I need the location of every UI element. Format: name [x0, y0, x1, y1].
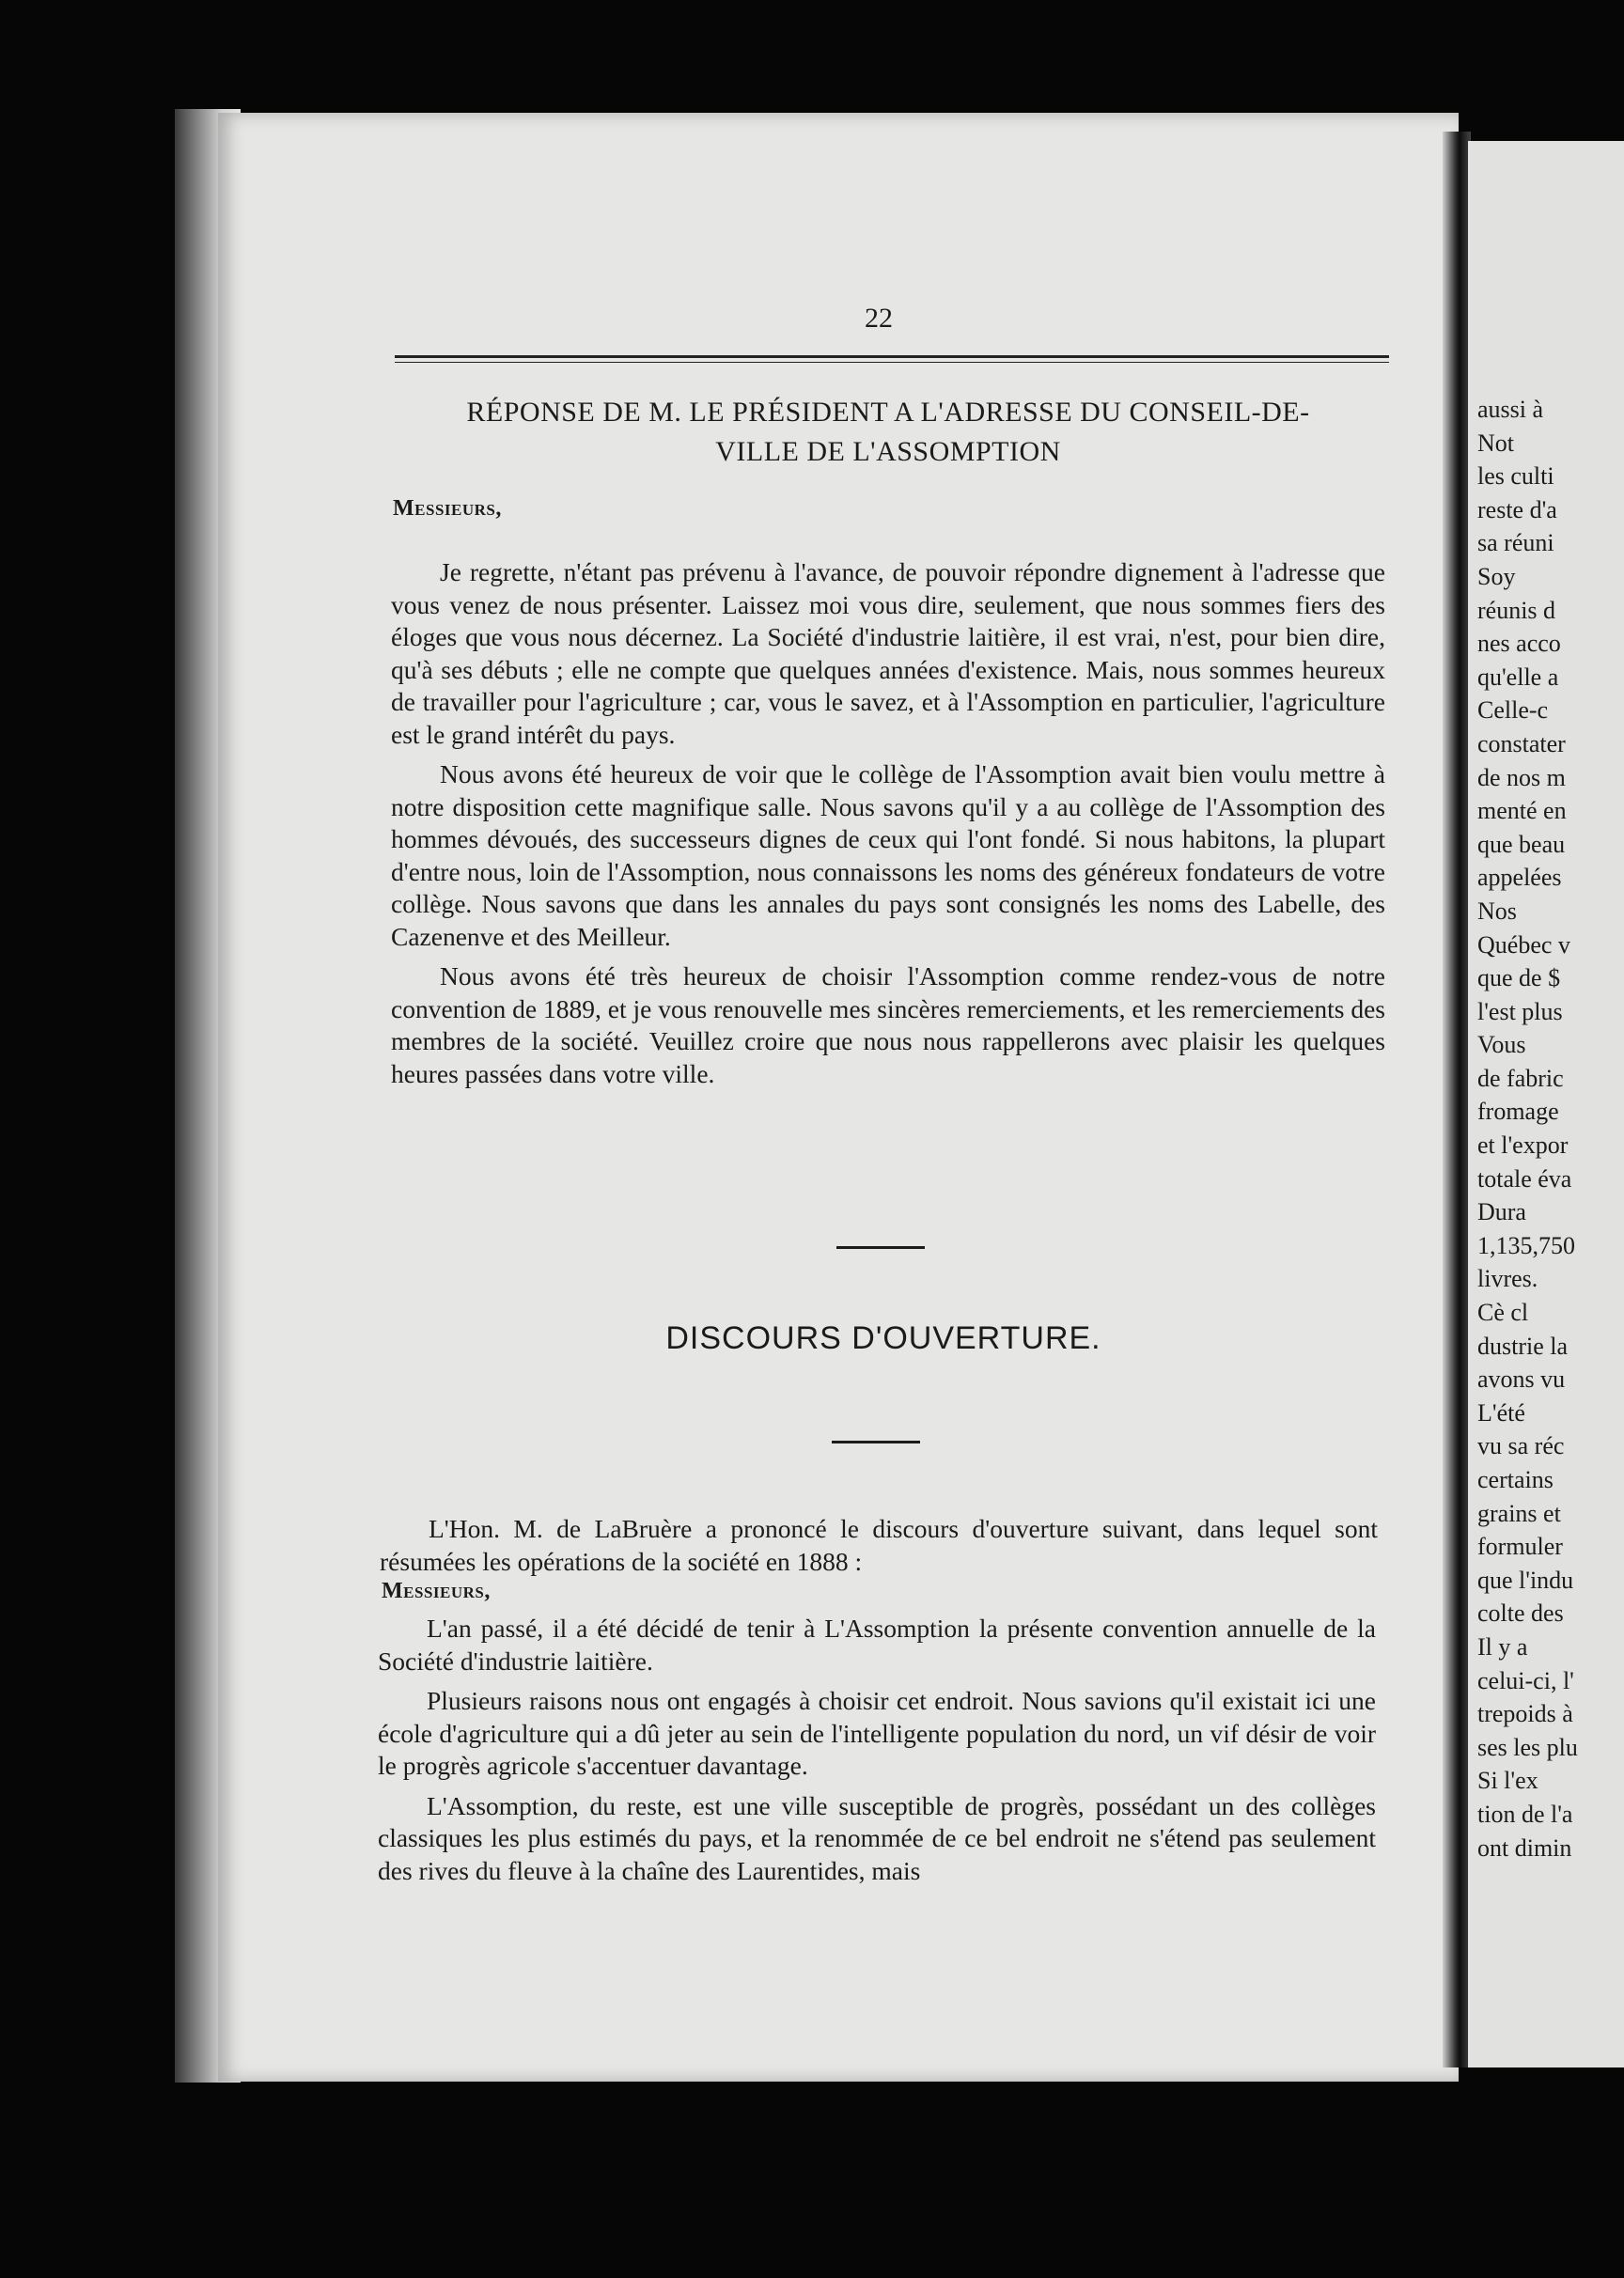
opening-salutation: Messieurs, [382, 1579, 491, 1603]
right-page-line: que de $ [1477, 964, 1561, 992]
section-divider-2 [832, 1441, 920, 1443]
right-page-line: vu sa réc [1477, 1432, 1565, 1460]
right-page-line: certains [1477, 1466, 1554, 1493]
right-page-line: Il y a [1477, 1632, 1528, 1661]
right-page-line: fromage [1477, 1098, 1559, 1126]
right-page-line: L'été [1477, 1398, 1525, 1427]
reply-paragraph: Nous avons été heureux de voir que le collège de l'Assomption avait bien voulu mettre à notre disposition cette magnifique salle. Nous savons qu'il y a au collège de l'Assomption des hommes dévoués, des successeurs dignes de ceux qui l'ont fondé. Si nous habitons, la plupart d'entre nous, loin de l'Assomption, nous connaissons les noms des généreux fondateurs de votre collège. Nous savons que dans les annales du pays sont consignés les noms des Labelle, des Cazenenve et des Meilleur. [391, 759, 1385, 951]
right-page-line: que l'indu [1477, 1566, 1574, 1594]
right-page-line: de fabric [1477, 1064, 1564, 1092]
reply-paragraph: Nous avons été très heureux de choisir l'Assomption comme rendez-vous de notre convention de 1889, et je vous renouvelle mes sincères remerciements, et les remerciements des membres de la société. Veuillez croire que nous nous rappellerons avec plaisir les quelques heures passées dans votre ville. [391, 961, 1385, 1088]
right-page-line: Not [1477, 429, 1514, 457]
right-page-line: formuler [1477, 1533, 1563, 1561]
right-page-lines [1477, 393, 1578, 1865]
right-page-line: 1,135,750 [1477, 1231, 1575, 1259]
right-page-line: grains et [1477, 1499, 1561, 1527]
right-page-line: nes acco [1477, 630, 1561, 658]
opening-intro-paragraph: L'Hon. M. de LaBruère a prononcé le discours d'ouverture suivant, dans lequel sont résumées les opérations de la société en 1888 : [380, 1514, 1378, 1576]
book-gutter [1443, 132, 1471, 2067]
right-page-line: dustrie la [1477, 1332, 1569, 1360]
right-page-line: aussi à [1477, 396, 1544, 423]
section-heading: DISCOURS D'OUVERTURE. [665, 1320, 1101, 1356]
opening-paragraph: Plusieurs raisons nous ont engagés à choisir cet endroit. Nous savions qu'il existait ici une école d'agriculture qui a dû jeter au sein de l'intelligente population du nord, un vif désir de voir le progrès agricole s'accentuer davantage. [378, 1686, 1376, 1780]
right-page-line: avons vu [1477, 1365, 1566, 1394]
section-divider-1 [836, 1246, 925, 1249]
right-page-line: constater [1477, 729, 1566, 757]
right-page-line: Celle-c [1477, 696, 1549, 725]
right-page-line: Soy [1477, 562, 1516, 590]
right-page-line: que beau [1477, 830, 1566, 858]
opening-paragraph: L'an passé, il a été décidé de tenir à L'Assomption la présente convention annuelle de la Société d'industrie laitière. [378, 1614, 1376, 1676]
page-number: 22 [865, 303, 893, 334]
right-page-line: menté en [1477, 797, 1567, 825]
right-page-line: livres. [1477, 1265, 1538, 1293]
opening-paragraph: L'Assomption, du reste, est une ville susceptible de progrès, possédant un des collèges classiques les plus estimés du pays, et la renommée de ce bel endroit ne s'étend pas seulement des rives du fleuve à la chaîne des Laurentides, mais [378, 1790, 1376, 1885]
reply-salutation: Messieurs, [393, 496, 502, 521]
reply-body [391, 556, 1385, 1098]
right-page-line: l'est plus [1477, 997, 1563, 1025]
right-page-line: trepoids à [1477, 1700, 1573, 1728]
right-page-line: Dura [1477, 1198, 1526, 1226]
right-page-line: de nos m [1477, 763, 1566, 791]
right-page-line: Cè cl [1477, 1299, 1529, 1327]
right-page-line: les culti [1477, 462, 1554, 491]
right-page-line: et l'expor [1477, 1131, 1569, 1160]
right-page-line: Vous [1477, 1031, 1526, 1059]
right-page-line: colte des [1477, 1599, 1564, 1628]
reply-title-line-2: VILLE DE L'ASSOMPTION [715, 436, 1061, 467]
right-page-line: ses les plu [1477, 1733, 1578, 1761]
right-page-fragment [1468, 141, 1624, 2067]
right-page-line: totale éva [1477, 1164, 1572, 1193]
right-page-line: Nos [1477, 897, 1517, 925]
reply-paragraph: Je regrette, n'étant pas prévenu à l'avance, de pouvoir répondre dignement à l'adresse que vous venez de nous présenter. Laissez moi vous dire, seulement, que nous sommes fiers des éloges que vous nous décernez. La Société d'industrie laitière, il est vrai, n'est, pour bien dire, qu'à ses débuts ; elle ne compte que quelques années d'existence. Mais, nous sommes heureux de travailler pour l'agriculture ; car, vous le savez, et à l'Assomption en particulier, l'agriculture est le grand intérêt du pays. [391, 557, 1385, 749]
opening-intro [380, 1513, 1378, 1585]
reply-title [385, 393, 1391, 472]
right-page-line: tion de l'a [1477, 1800, 1573, 1828]
right-page-line: reste d'a [1477, 495, 1557, 523]
right-page-line: réunis d [1477, 596, 1556, 624]
right-page-line: Québec v [1477, 930, 1570, 959]
right-page-line: celui-ci, l' [1477, 1666, 1574, 1694]
right-page-line: ont dimin [1477, 1833, 1572, 1862]
reply-title-line-1: RÉPONSE DE M. LE PRÉSIDENT A L'ADRESSE DU CONSEIL-DE- [466, 397, 1310, 428]
right-page-line: appelées [1477, 864, 1562, 892]
header-rule [395, 355, 1389, 363]
opening-body [378, 1613, 1376, 1895]
right-page-line: Si l'ex [1477, 1767, 1538, 1795]
right-page-line: sa réuni [1477, 529, 1554, 557]
right-page-line: qu'elle a [1477, 663, 1559, 691]
